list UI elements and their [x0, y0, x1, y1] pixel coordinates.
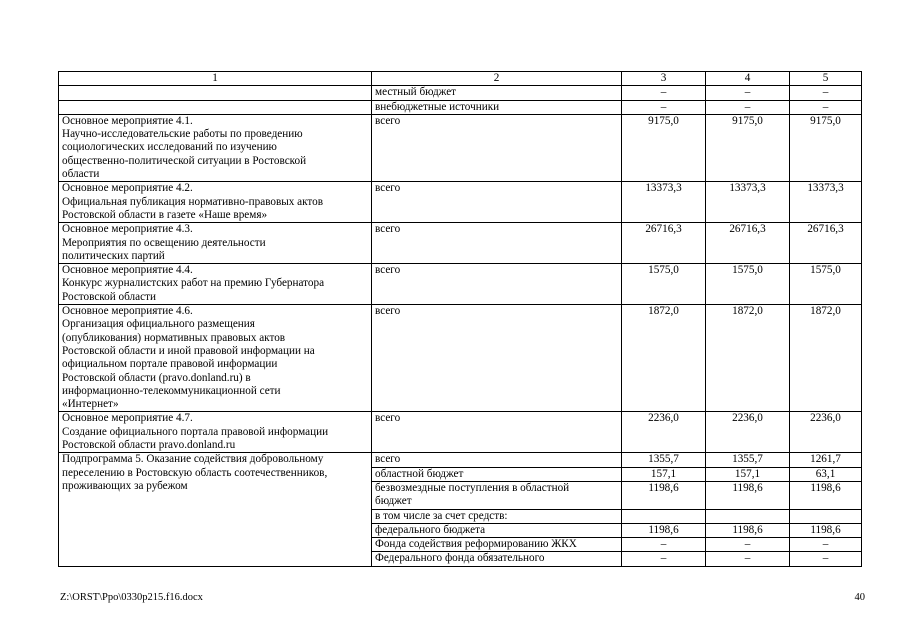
- value-cell: 13373,3: [706, 182, 790, 223]
- cell-text-line: Подпрограмма 5. Оказание содействия добровольному: [62, 453, 324, 466]
- table-row: [59, 182, 862, 223]
- funding-source-cell: [372, 481, 622, 509]
- value-cell: 9175,0: [706, 114, 790, 181]
- empty-cell: [59, 86, 372, 100]
- value-cell: 1261,7: [790, 453, 862, 467]
- table-row: [59, 223, 862, 264]
- cell-text-line: Федерального фонда обязательного: [375, 552, 545, 565]
- value-cell: –: [706, 86, 790, 100]
- cell-text-line: переселению в Ростовскую область соотечественников,: [62, 466, 328, 479]
- value-cell: 1575,0: [706, 264, 790, 305]
- funding-source-cell: всего: [372, 182, 622, 223]
- table-row: [59, 412, 862, 453]
- table-row: [59, 86, 862, 100]
- value-cell: 1198,6: [790, 523, 862, 537]
- table-row: [59, 114, 862, 181]
- value-cell: –: [706, 552, 790, 566]
- value-cell: –: [790, 86, 862, 100]
- table-body: [59, 72, 862, 567]
- value-cell: –: [622, 100, 706, 114]
- event-description-cell: [59, 114, 372, 181]
- cell-text-line: Ростовской области в газете «Наше время»: [62, 208, 268, 221]
- value-cell: 1872,0: [790, 305, 862, 412]
- cell-text-line: областной бюджет: [375, 467, 464, 480]
- value-cell: 157,1: [706, 467, 790, 481]
- footer-page-number: 40: [854, 592, 865, 603]
- cell-text-line: Ростовской области: [62, 290, 156, 303]
- cell-text-line: Основное мероприятие 4.7.: [62, 412, 193, 425]
- value-cell: 63,1: [790, 467, 862, 481]
- event-description-cell: [59, 305, 372, 412]
- value-cell: 1575,0: [790, 264, 862, 305]
- value-cell: 2236,0: [706, 412, 790, 453]
- value-cell: 2236,0: [622, 412, 706, 453]
- cell-text-line: (опубликования) нормативных правовых актов: [62, 331, 286, 344]
- value-cell: 2236,0: [790, 412, 862, 453]
- value-cell: 26716,3: [622, 223, 706, 264]
- funding-source-cell: [372, 509, 622, 523]
- cell-text-line: Основное мероприятие 4.3.: [62, 223, 193, 236]
- table-row: [59, 305, 862, 412]
- cell-text-line: социологических исследований по изучению: [62, 141, 277, 154]
- funding-source-cell: внебюджетные источники: [372, 100, 622, 114]
- value-cell: 1872,0: [622, 305, 706, 412]
- funding-source-cell: всего: [372, 264, 622, 305]
- funding-source-cell: всего: [372, 305, 622, 412]
- cell-text-line: Организация официального размещения: [62, 318, 255, 331]
- event-description-cell: [59, 412, 372, 453]
- value-cell: 1198,6: [706, 523, 790, 537]
- value-cell: 1355,7: [622, 453, 706, 467]
- value-cell: –: [622, 552, 706, 566]
- value-cell: [790, 509, 862, 523]
- footer-file-path: Z:\ORST\Ppo\0330p215.f16.docx: [60, 592, 203, 603]
- value-cell: 1198,6: [622, 523, 706, 537]
- value-cell: –: [622, 538, 706, 552]
- cell-text-line: Фонда содействия реформированию ЖКХ: [375, 538, 577, 551]
- cell-text-line: проживающих за рубежом: [62, 479, 188, 492]
- cell-text-line: политических партий: [62, 249, 165, 262]
- cell-text-line: бюджет: [375, 495, 412, 508]
- cell-text-line: Ростовской области и иной правовой информации на: [62, 344, 315, 357]
- value-cell: –: [790, 100, 862, 114]
- cell-text-line: безвозмездные поступления в областной: [375, 481, 570, 494]
- funding-source-cell: местный бюджет: [372, 86, 622, 100]
- cell-text-line: Основное мероприятие 4.1.: [62, 114, 193, 127]
- value-cell: [706, 509, 790, 523]
- funding-source-cell: [372, 538, 622, 552]
- cell-text-line: Научно-исследовательские работы по проведению: [62, 128, 303, 141]
- header-row: [59, 72, 862, 86]
- cell-text-line: Ростовской области pravo.donland.ru: [62, 439, 236, 452]
- cell-text-line: Мероприятия по освещению деятельности: [62, 236, 266, 249]
- value-cell: 1198,6: [706, 481, 790, 509]
- cell-text-line: федерального бюджета: [375, 523, 486, 536]
- funding-source-cell: [372, 552, 622, 566]
- cell-text-line: Основное мероприятие 4.2.: [62, 182, 193, 195]
- cell-text-line: Основное мероприятие 4.6.: [62, 305, 193, 318]
- event-description-cell: [59, 264, 372, 305]
- cell-text-line: в том числе за счет средств:: [375, 509, 508, 522]
- event-description-cell: [59, 223, 372, 264]
- value-cell: 1355,7: [706, 453, 790, 467]
- value-cell: 13373,3: [790, 182, 862, 223]
- value-cell: 26716,3: [790, 223, 862, 264]
- funding-source-cell: всего: [372, 223, 622, 264]
- table-row: [59, 264, 862, 305]
- header-cell: 5: [790, 72, 862, 86]
- value-cell: –: [790, 552, 862, 566]
- value-cell: 1575,0: [622, 264, 706, 305]
- table-row: [59, 453, 862, 467]
- value-cell: 13373,3: [622, 182, 706, 223]
- value-cell: 157,1: [622, 467, 706, 481]
- header-cell: 4: [706, 72, 790, 86]
- value-cell: –: [706, 538, 790, 552]
- header-cell: 3: [622, 72, 706, 86]
- value-cell: –: [706, 100, 790, 114]
- cell-text-line: Ростовской области (pravo.donland.ru) в: [62, 371, 251, 384]
- value-cell: 1198,6: [790, 481, 862, 509]
- value-cell: 26716,3: [706, 223, 790, 264]
- value-cell: 1872,0: [706, 305, 790, 412]
- funding-source-cell: [372, 467, 622, 481]
- funding-source-cell: [372, 453, 622, 467]
- value-cell: –: [622, 86, 706, 100]
- cell-text-line: общественно-политической ситуации в Ростовской: [62, 154, 307, 167]
- value-cell: [622, 509, 706, 523]
- cell-text-line: Официальная публикация нормативно-правовых актов: [62, 195, 324, 208]
- cell-text-line: Основное мероприятие 4.4.: [62, 264, 193, 277]
- header-cell: 2: [372, 72, 622, 86]
- value-cell: –: [790, 538, 862, 552]
- funding-source-cell: [372, 523, 622, 537]
- funding-source-cell: всего: [372, 114, 622, 181]
- cell-text-line: информационно-телекоммуникационной сети: [62, 384, 281, 397]
- value-cell: 9175,0: [790, 114, 862, 181]
- cell-text-line: «Интернет»: [62, 398, 119, 411]
- cell-text-line: официальном портале правовой информации: [62, 358, 278, 371]
- header-cell: 1: [59, 72, 372, 86]
- cell-text-line: области: [62, 168, 100, 181]
- budget-table: [58, 71, 862, 567]
- cell-text-line: Создание официального портала правовой информации: [62, 425, 329, 438]
- value-cell: 9175,0: [622, 114, 706, 181]
- value-cell: 1198,6: [622, 481, 706, 509]
- empty-cell: [59, 100, 372, 114]
- cell-text-line: Конкурс журналистских работ на премию Губернатора: [62, 277, 325, 290]
- cell-text-line: всего: [375, 453, 401, 466]
- event-description-cell: [59, 182, 372, 223]
- funding-source-cell: всего: [372, 412, 622, 453]
- subprogram-description-cell: [59, 453, 372, 566]
- table-row: [59, 100, 862, 114]
